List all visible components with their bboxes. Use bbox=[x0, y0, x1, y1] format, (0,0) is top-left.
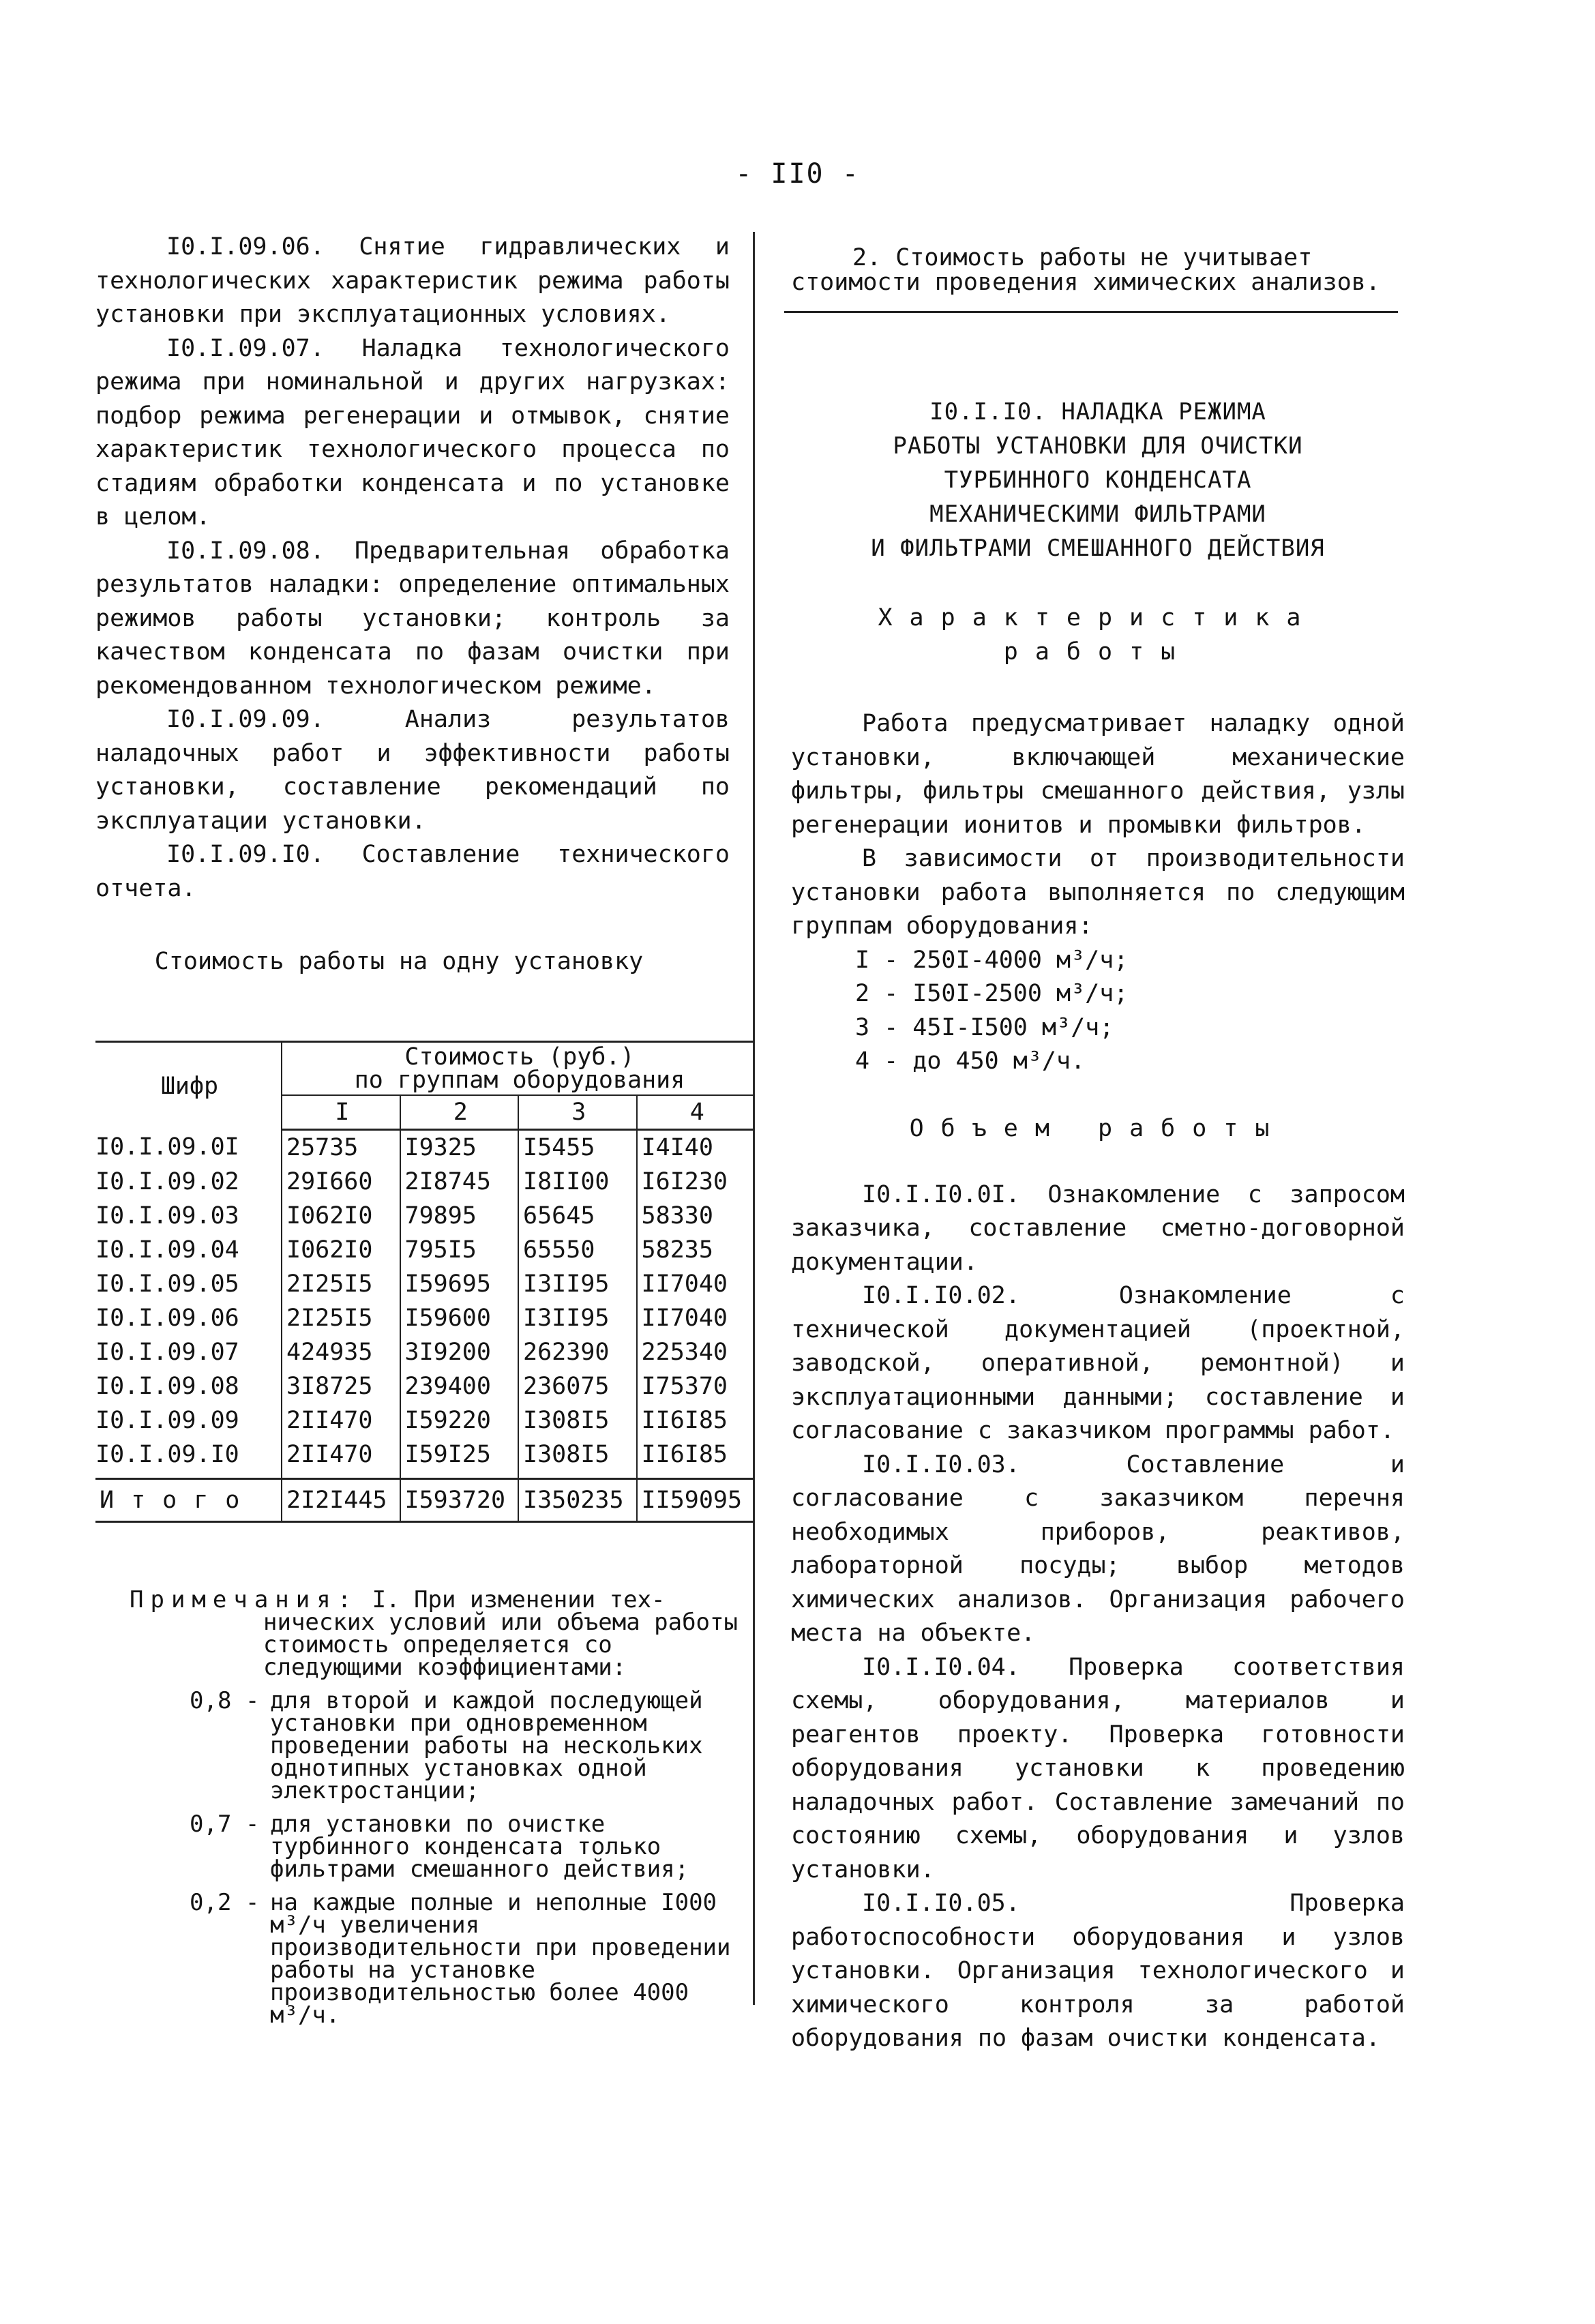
scope-paragraph: I0.I.I0.03. Составление и согласование с заказчиком перечня необходимых приборов, реактивов, лабораторной посуды; выбор методов химических анализов. Организация рабочего места на объекте. bbox=[791, 1450, 1405, 1647]
row-value: I5455 bbox=[518, 1130, 637, 1165]
total-value: I593720 bbox=[400, 1479, 519, 1522]
note-2: 2. Стоимость работы не учитывает стоимости проведения химических анализов. bbox=[791, 244, 1380, 296]
row-value: I3II95 bbox=[518, 1301, 637, 1335]
row-value: 79895 bbox=[400, 1199, 519, 1233]
table-row bbox=[95, 1233, 754, 1267]
paragraph-10-1-09-09: I0.I.09.09. Анализ результатов наладочных работ и эффективности работы установки, составление рекомендаций по эксплуатации установки. bbox=[95, 706, 730, 835]
scope-paragraph: I0.I.I0.05. Проверка работоспособности оборудования и узлов установки. Организация технологического и химического контроля за работой оборудования по фазам очистки конденсата. bbox=[791, 1890, 1405, 2052]
row-code: I0.I.09.09 bbox=[95, 1403, 282, 1437]
row-value: 58235 bbox=[641, 1236, 713, 1264]
coefficient-item bbox=[130, 1687, 743, 1804]
heading-line: ТУРБИННОГО КОНДЕНСАТА bbox=[944, 466, 1252, 494]
table-row bbox=[95, 1437, 754, 1479]
total-value: 2I2I445 bbox=[282, 1479, 400, 1522]
row-value: 424935 bbox=[282, 1335, 400, 1369]
scope-paragraph: I0.I.I0.0I. Ознакомление с запросом заказчика, составление сметно-договорной документации. bbox=[791, 1180, 1405, 1276]
notes-intro-rest: нических условий или объема работы стоимость определяется со следующими коэффициентами: bbox=[263, 1609, 738, 1681]
notes bbox=[130, 1586, 743, 2029]
characteristic-title bbox=[791, 601, 1405, 669]
group-header-3: 3 bbox=[518, 1095, 637, 1130]
row-value: 2I8745 bbox=[400, 1165, 519, 1199]
table-row bbox=[95, 1369, 754, 1403]
right-column bbox=[791, 245, 1405, 2056]
row-value: I062I0 bbox=[282, 1199, 400, 1233]
row-value: I9325 bbox=[400, 1130, 519, 1165]
row-value: I75370 bbox=[641, 1373, 728, 1400]
paragraph-10-1-09-07: I0.I.09.07. Наладка технологического режима при номинальной и других нагрузках: подбор режима регенерации и отмывок, снятие характеристик технологического процесса по стадиям обработки конденсата и по установке в целом. bbox=[95, 334, 730, 531]
cost-header-line2: по группам оборудования bbox=[354, 1067, 685, 1094]
group-header-2: 2 bbox=[400, 1095, 519, 1130]
row-value: I59695 bbox=[400, 1267, 519, 1301]
row-value: II7040 bbox=[641, 1305, 728, 1332]
row-value: 3I9200 bbox=[400, 1335, 519, 1369]
row-value: 795I5 bbox=[400, 1233, 519, 1267]
row-value: I3II95 bbox=[518, 1267, 637, 1301]
row-value: 65645 bbox=[518, 1199, 637, 1233]
page-number: - II0 - bbox=[735, 158, 860, 190]
row-value: 2I25I5 bbox=[282, 1301, 400, 1335]
equipment-groups bbox=[855, 944, 1405, 1079]
paragraph-10-1-09-08: I0.I.09.08. Предварительная обработка результатов наладки: определение оптимальных режимов работы установки; контроль за качеством конденсата по фазам очистки при рекомендованном технологическом режиме. bbox=[95, 537, 730, 700]
row-value: 58330 bbox=[641, 1202, 713, 1230]
cost-table-title: Стоимость работы на одну установку bbox=[154, 948, 644, 975]
row-value: I8II00 bbox=[518, 1165, 637, 1199]
notes-label: Примечания: bbox=[130, 1586, 359, 1613]
heading-line: И ФИЛЬТРАМИ СМЕШАННОГО ДЕЙСТВИЯ bbox=[871, 535, 1325, 562]
characteristic-title-line1: Характеристика bbox=[878, 604, 1318, 631]
row-value: 236075 bbox=[518, 1369, 637, 1403]
scope-paragraph: I0.I.I0.04. Проверка соответствия схемы, оборудования, материалов и реагентов проекту. Проверка готовности оборудования установки к проведению наладочных работ. Составление замечаний по состоянию схемы, оборудования и узлов установки. bbox=[791, 1653, 1405, 1883]
intro-paragraph: В зависимости от производительности установки работа выполняется по следующим группам оборудования: bbox=[791, 845, 1405, 940]
row-value: I4I40 bbox=[641, 1134, 713, 1161]
group-header-4: 4 bbox=[637, 1095, 754, 1130]
row-value: 225340 bbox=[641, 1339, 728, 1366]
notes-intro-first: I. При изменении тех- bbox=[372, 1586, 666, 1613]
row-value: I6I230 bbox=[641, 1168, 728, 1195]
row-value: 65550 bbox=[518, 1233, 637, 1267]
row-value: II7040 bbox=[641, 1270, 728, 1298]
row-value: 2II470 bbox=[282, 1437, 400, 1479]
coefficient-text: на каждые полные и неполные I000 м³/ч увеличения производительности при проведении работы на установке производительностью более 4000 м³/ч. bbox=[270, 1889, 731, 2029]
row-value: II6I85 bbox=[641, 1407, 728, 1434]
group-item: I - 250I-4000 м³/ч; bbox=[855, 946, 1129, 974]
total-row bbox=[95, 1479, 754, 1522]
table-row bbox=[95, 1267, 754, 1301]
table-row bbox=[95, 1301, 754, 1335]
total-value: II59095 bbox=[637, 1479, 754, 1522]
row-value: I59220 bbox=[400, 1403, 519, 1437]
cost-table bbox=[95, 1041, 754, 1523]
row-code: I0.I.09.02 bbox=[95, 1165, 282, 1199]
scope-paragraph: I0.I.I0.02. Ознакомление с технической документацией (проектной, заводской, оперативной, ремонтной) и эксплуатационными данными; составление и согласование с заказчиком программы работ. bbox=[791, 1282, 1405, 1444]
group-item: 4 - до 450 м³/ч. bbox=[855, 1047, 1086, 1075]
shifr-header: Шифр bbox=[95, 1042, 282, 1130]
table-row bbox=[95, 1199, 754, 1233]
heading-line: МЕХАНИЧЕСКИМИ ФИЛЬТРАМИ bbox=[929, 501, 1266, 528]
table-row bbox=[95, 1130, 754, 1165]
group-header-1: I bbox=[282, 1095, 400, 1130]
row-value: I308I5 bbox=[518, 1403, 637, 1437]
row-value: I59600 bbox=[400, 1301, 519, 1335]
table-row bbox=[95, 1335, 754, 1369]
row-code: I0.I.09.05 bbox=[95, 1267, 282, 1301]
row-value: I062I0 bbox=[282, 1233, 400, 1267]
coefficient-value: 0,7 - bbox=[190, 1811, 260, 1838]
total-value: I350235 bbox=[518, 1479, 637, 1522]
coefficient-text: для второй и каждой последующей установки при одновременном проведении работы на нескольких однотипных установках одной электростанции; bbox=[270, 1687, 703, 1804]
left-column bbox=[95, 230, 730, 979]
row-value: 29I660 bbox=[282, 1165, 400, 1199]
paragraph-10-1-09-06: I0.I.09.06. Снятие гидравлических и технологических характеристик режима работы установки при эксплуатационных условиях. bbox=[95, 233, 730, 328]
coefficient-value: 0,2 - bbox=[190, 1889, 260, 1916]
coefficient-item bbox=[130, 1813, 743, 1881]
cost-header-line1: Стоимость (руб.) bbox=[404, 1043, 635, 1071]
coefficient-value: 0,8 - bbox=[190, 1687, 260, 1714]
total-label: Итого bbox=[95, 1479, 282, 1522]
row-value: 2I25I5 bbox=[282, 1267, 400, 1301]
row-value: 262390 bbox=[518, 1335, 637, 1369]
intro-paragraph: Работа предусматривает наладку одной установки, включающей механические фильтры, фильтры смешанного действия, узлы регенерации ионитов и промывки фильтров. bbox=[791, 710, 1405, 839]
heading-line: РАБОТЫ УСТАНОВКИ ДЛЯ ОЧИСТКИ bbox=[893, 432, 1303, 460]
coefficient-text: для установки по очистке турбинного конденсата только фильтрами смешанного действия; bbox=[270, 1811, 689, 1883]
row-code: I0.I.09.08 bbox=[95, 1369, 282, 1403]
characteristic-title-line2: работы bbox=[1003, 638, 1193, 666]
heading-line: I0.I.I0. НАЛАДКА РЕЖИМА bbox=[929, 398, 1266, 426]
row-code: I0.I.09.06 bbox=[95, 1301, 282, 1335]
row-value: 2II470 bbox=[282, 1403, 400, 1437]
row-code: I0.I.09.I0 bbox=[95, 1437, 282, 1479]
row-code: I0.I.09.0I bbox=[95, 1130, 282, 1165]
section-divider bbox=[784, 311, 1398, 313]
table-row bbox=[95, 1165, 754, 1199]
row-value: II6I85 bbox=[641, 1441, 728, 1468]
row-value: 3I8725 bbox=[282, 1369, 400, 1403]
paragraph-10-1-09-10: I0.I.09.I0. Составление технического отчета. bbox=[95, 841, 730, 902]
coefficient-item bbox=[130, 1889, 743, 2029]
row-code: I0.I.09.03 bbox=[95, 1199, 282, 1233]
section-heading bbox=[791, 395, 1405, 565]
row-value: 25735 bbox=[282, 1130, 400, 1165]
group-item: 2 - I50I-2500 м³/ч; bbox=[855, 980, 1129, 1007]
row-code: I0.I.09.07 bbox=[95, 1335, 282, 1369]
scope-title: Объем работы bbox=[909, 1114, 1287, 1142]
row-code: I0.I.09.04 bbox=[95, 1233, 282, 1267]
cost-group-header bbox=[282, 1042, 754, 1096]
row-value: I308I5 bbox=[518, 1437, 637, 1479]
table-row bbox=[95, 1403, 754, 1437]
group-item: 3 - 45I-I500 м³/ч; bbox=[855, 1013, 1114, 1041]
row-value: I59I25 bbox=[400, 1437, 519, 1479]
row-value: 239400 bbox=[400, 1369, 519, 1403]
